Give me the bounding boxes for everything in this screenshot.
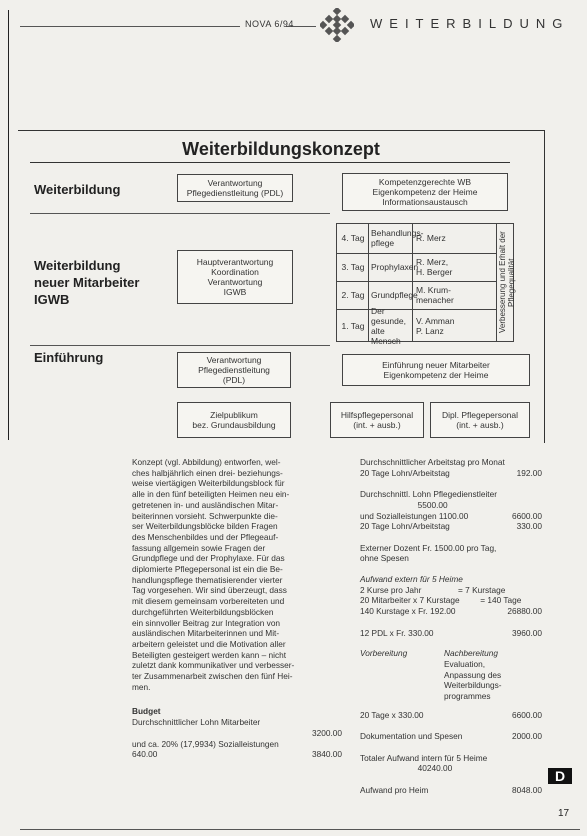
body-line: Grundpflege und der Prophylaxe. Für das	[132, 553, 285, 564]
cost-line-label: 5500.00	[360, 499, 448, 510]
budget-label: Durchschnittlicher Lohn Mitarbeiter	[132, 717, 261, 728]
box-einfuehrung-neuer-mitarbeiter: Einführung neuer Mitarbeiter Eigenkompetenz der Heime	[342, 354, 530, 386]
separator-1	[30, 213, 330, 214]
right-column	[360, 457, 542, 795]
body-line: men.	[132, 681, 151, 692]
box-kompetenz: Kompetenzgerechte WB Eigenkompetenz der Heime Informationsaustausch	[342, 173, 508, 211]
aufwand-line	[360, 606, 542, 617]
box-verantwortung-pdl: Verantwortung Pflegedienstleitung (PDL)	[177, 174, 293, 202]
aufwand-line-label: 140 Kurstage x Fr. 192.00	[360, 606, 456, 617]
cost-line-label: Externer Dozent Fr. 1500.00 pro Tag,	[360, 542, 497, 553]
body-line: getretenen in- und ausländischen Mitar-	[132, 499, 279, 510]
cost-line-label: ohne Spesen	[360, 553, 409, 564]
day-topic-line: Prophylaxen	[371, 262, 419, 272]
section-title: WEITERBILDUNG	[370, 16, 570, 31]
cost-line-amount: 330.00	[516, 521, 542, 532]
issue-label: NOVA 6/94	[245, 19, 294, 29]
total-line	[360, 731, 542, 742]
total-line-label: Totaler Aufwand intern für 5 Heime	[360, 752, 488, 763]
box-verantwortung-einfuehrung: Verantwortung Pflegedienstleitung (PDL)	[177, 352, 291, 388]
body-line: arbeitern geleistet und die Motivation aller	[132, 638, 286, 649]
day-person-line: H. Berger	[416, 267, 453, 277]
budget-line	[132, 717, 342, 728]
body-line: alle in den fünf beteiligten Heimen neu ein-	[132, 489, 290, 500]
body-line: ter Zusammenarbeit zwischen den fünf Hei-	[132, 671, 293, 682]
day-topic-line: pflege	[371, 238, 395, 248]
budget-heading: Budget	[132, 706, 161, 717]
budget-label: 640.00	[132, 749, 158, 760]
cost-line	[360, 500, 542, 511]
header-rule-left	[20, 26, 240, 27]
day-person-line: P. Lanz	[416, 325, 444, 336]
day-person-line: V. Amman	[416, 315, 455, 326]
total-line-label: 20 Tage x 330.00	[360, 709, 424, 720]
budget-amount: 3200.00	[312, 727, 342, 738]
box-hilfspflegepersonal: Hilfspflegepersonal (int. + ausb.)	[330, 402, 424, 438]
day-topic-line: alte Mensch	[371, 325, 401, 346]
day-person	[416, 281, 496, 309]
bottom-rule	[20, 829, 580, 830]
body-line: Beteiligten gesteigert werden kann – nicht	[132, 649, 287, 660]
box-hauptverantwortung: Hauptverantwortung Koordination Verantwortung IGWB	[177, 250, 293, 304]
day-topic	[371, 253, 419, 281]
day-person-line: R. Merz,	[416, 257, 449, 267]
aufwand-line-amount: 26880.00	[507, 606, 542, 617]
aufwand-lines	[360, 585, 542, 639]
cost-line	[360, 489, 542, 500]
igwb-line-2: neuer Mitarbeiter	[34, 275, 140, 290]
total-line	[360, 720, 542, 731]
nova-logo	[320, 8, 354, 42]
total-line	[360, 763, 542, 774]
table-col-rule-3	[496, 223, 497, 342]
body-line: handlungspflege thematisierender vierter	[132, 574, 283, 585]
budget-amount: 3840.00	[312, 749, 342, 760]
total-line	[360, 753, 542, 764]
budget-line	[132, 749, 342, 760]
aufwand-line	[360, 585, 542, 596]
figure-title: Weiterbildungskonzept	[182, 139, 380, 159]
cost-line-label: Durchschnittlicher Arbeitstag pro Monat	[360, 457, 505, 467]
nach-line: Anpassung des	[444, 669, 502, 680]
chapter-marker: D	[548, 768, 572, 784]
aufwand-line-label: 12 PDL x Fr. 330.00	[360, 627, 434, 638]
separator-2	[30, 345, 330, 346]
cost-line	[360, 468, 542, 479]
preparation-block	[360, 648, 542, 702]
cost-line-amount: 192.00	[516, 467, 542, 478]
cost-line-label: und Sozialleistungen 1100.00	[360, 510, 469, 521]
aufwand-line-label: 2 Kurse pro Jahr	[360, 584, 422, 595]
cost-line	[360, 478, 542, 489]
aufwand-line-mid: = 7 Kurstage	[458, 584, 506, 595]
day-person-line: menacher	[416, 295, 454, 305]
left-margin-bar	[8, 10, 9, 440]
page-number: 17	[558, 808, 570, 819]
day-person-line: R. Merz	[416, 233, 446, 243]
body-line: fassung allgemein sowie Fragen der	[132, 542, 266, 553]
total-line	[360, 710, 542, 721]
section-igwb	[34, 257, 139, 308]
cost-line	[360, 532, 542, 543]
budget-line	[132, 728, 342, 739]
cost-line	[360, 457, 542, 468]
day-person	[416, 309, 496, 342]
figure-title-rule	[30, 162, 510, 163]
day-tag: 4. Tag	[341, 233, 365, 243]
aufwand-line	[360, 617, 542, 628]
cost-line-label: Durchschnittl. Lohn Pflegedienstleiter	[360, 489, 497, 500]
nachbereitung-lines	[444, 659, 502, 702]
total-line-amount: 2000.00	[512, 731, 542, 742]
total-line-label: Aufwand pro Heim	[360, 784, 429, 795]
body-line: zuletzt dank kommunikativer und verbesser-	[132, 660, 295, 671]
total-line	[360, 774, 542, 785]
igwb-line-1: Weiterbildung	[34, 258, 121, 273]
day-person-line: M. Krum-	[416, 285, 451, 295]
aufwand-line-amount: 3960.00	[512, 627, 542, 638]
box-dipl-pflegepersonal: Dipl. Pflegepersonal (int. + ausb.)	[430, 402, 530, 438]
total-line-label: Dokumentation und Spesen	[360, 731, 463, 742]
day-person	[416, 253, 496, 281]
budget-lines	[132, 717, 342, 760]
body-line: ches halbjährlich einen drei- beziehungs-	[132, 467, 283, 478]
right-total-lines	[360, 710, 542, 796]
body-line: Konzept (vgl. Abbildung) entworfen, wel-	[132, 457, 281, 467]
body-line: des Menschenbildes und der Pflegeauf-	[132, 531, 279, 542]
body-line: mit diesem gemeinsam vorbereiteten und	[132, 596, 285, 607]
budget-label: und ca. 20% (17,9934) Sozialleistungen	[132, 738, 279, 749]
vorbereitung-label: Vorbereitung	[360, 648, 408, 659]
day-tag: 1. Tag	[341, 320, 365, 331]
section-weiterbildung: Weiterbildung	[34, 182, 121, 197]
total-line	[360, 785, 542, 796]
body-line: ser Weiterbildungsblöcke bilden Fragen	[132, 521, 278, 532]
left-body-text	[132, 457, 342, 692]
table-col-rule-1	[368, 223, 369, 342]
day-tag: 2. Tag	[341, 290, 365, 300]
body-line: ein sinnvoller Beitrag zur Integration von	[132, 617, 281, 628]
body-line: beiterinnen vorsieht. Schwerpunkte die-	[132, 510, 278, 521]
aufwand-line	[360, 595, 542, 606]
body-line: weise viertägigen Weiterbildungsblock für	[132, 478, 285, 489]
cost-line	[360, 543, 542, 554]
body-line: Tag vorgesehen. Wir sind überzeugt, dass	[132, 585, 287, 596]
budget-line	[132, 739, 342, 750]
day-tag: 3. Tag	[341, 262, 365, 272]
aufwand-line-label: 20 Mitarbeiter x 7 Kurstage	[360, 595, 460, 606]
vertical-quality-label: Verbesserung und Erhalt der Pflegequalität	[498, 231, 516, 334]
total-line-amount: 8048.00	[512, 784, 542, 795]
body-line: ausländischen Mitarbeiterinnen und Mit-	[132, 628, 280, 639]
cost-line	[360, 521, 542, 532]
left-column	[132, 457, 342, 760]
day-topic	[371, 305, 413, 346]
aufwand-line	[360, 628, 542, 639]
total-line-amount: 6600.00	[512, 709, 542, 720]
day-topic	[371, 223, 424, 253]
cost-line	[360, 511, 542, 522]
body-line: durchgeführten Weiterbildungsblöcken	[132, 606, 274, 617]
igwb-line-3: IGWB	[34, 292, 70, 307]
cost-line-label: 20 Tage Lohn/Arbeitstag	[360, 467, 450, 478]
cost-line	[360, 553, 542, 564]
nachbereitung-label: Nachbereitung	[444, 648, 498, 659]
day-topic-line: Behandlungs-	[371, 228, 424, 238]
day-person	[416, 223, 496, 253]
right-cost-lines	[360, 457, 542, 564]
nach-line: Weiterbildungs-	[444, 680, 502, 691]
day-topic-line: Grundpflege	[371, 290, 418, 300]
section-einfuehrung: Einführung	[34, 350, 104, 365]
body-line: diplomierte Pflegepersonal ist ein die Be-	[132, 564, 283, 575]
total-line	[360, 742, 542, 753]
cost-line-label: 20 Tage Lohn/Arbeitstag	[360, 521, 450, 532]
aufwand-line-mid: = 140 Tage	[480, 595, 522, 606]
aufwand-heading: Aufwand extern für 5 Heime	[360, 574, 463, 584]
total-line-label: 40240.00	[360, 763, 453, 774]
nach-line: Evaluation,	[444, 658, 486, 669]
day-topic-line: Der gesunde,	[371, 305, 406, 326]
cost-line-amount: 6600.00	[512, 510, 542, 521]
box-zielpublikum: Zielpublikum bez. Grundausbildung	[177, 402, 291, 438]
nach-line: programmes	[444, 691, 491, 702]
